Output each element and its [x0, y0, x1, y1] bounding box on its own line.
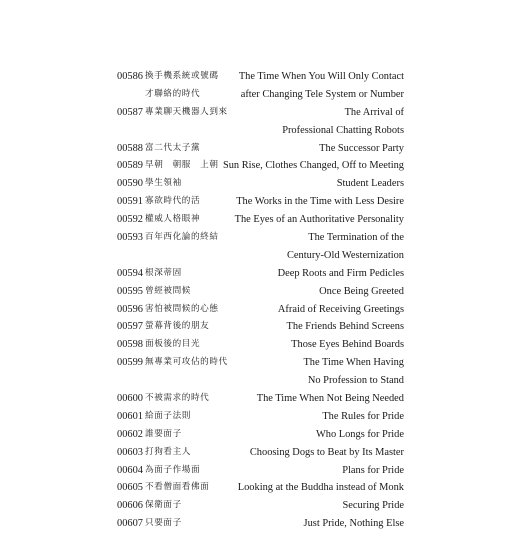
- entry-number: 00600: [117, 393, 143, 405]
- entry-line: [117, 86, 404, 104]
- chinese-title: 不被需求的時代: [145, 393, 210, 404]
- chinese-title: 面板後的目光: [145, 339, 201, 350]
- entry-line: [117, 372, 404, 390]
- glossary-entry: [117, 390, 404, 408]
- entry-number: 00607: [117, 518, 143, 530]
- entry-line: [117, 265, 404, 283]
- glossary-list: [117, 68, 404, 533]
- chinese-title: 百年西化論的終結: [145, 232, 219, 243]
- entry-line: [117, 140, 404, 158]
- entry-number: 00597: [117, 321, 143, 333]
- entry-line: [117, 283, 404, 301]
- glossary-entry: [117, 104, 404, 140]
- entry-number: 00604: [117, 464, 143, 476]
- chinese-title: 權威人格眼神: [145, 214, 201, 225]
- entry-line: [117, 157, 404, 175]
- entry-line: [117, 68, 404, 86]
- entry-number: 00602: [117, 428, 143, 440]
- chinese-title: 給面子法則: [145, 410, 191, 421]
- glossary-entry: [117, 444, 404, 462]
- glossary-entry: [117, 157, 404, 175]
- english-title: The Rules for Pride: [322, 410, 404, 422]
- chinese-title: 不看僧面看佛面: [145, 482, 210, 493]
- glossary-entry: [117, 354, 404, 390]
- glossary-entry: [117, 408, 404, 426]
- entry-number: 00598: [117, 339, 143, 351]
- english-title: The Eyes of an Authoritative Personality: [234, 214, 404, 226]
- english-title: after Changing Tele System or Number: [240, 88, 404, 100]
- entry-number: 00589: [117, 160, 143, 172]
- chinese-title: 只要面子: [145, 518, 182, 529]
- chinese-title: 螢幕背後的朋友: [145, 321, 210, 332]
- english-title: Plans for Pride: [342, 464, 404, 476]
- glossary-entry: [117, 211, 404, 229]
- chinese-title: 打狗看主人: [145, 446, 191, 457]
- entry-number: 00593: [117, 232, 143, 244]
- glossary-entry: [117, 336, 404, 354]
- english-title: Securing Pride: [342, 500, 404, 512]
- entry-number: 00599: [117, 357, 143, 369]
- english-title: The Friends Behind Screens: [286, 321, 404, 333]
- entry-line: [117, 497, 404, 515]
- english-title: Sun Rise, Clothes Changed, Off to Meeting: [222, 160, 404, 172]
- entry-number: 00594: [117, 267, 143, 279]
- english-title: The Time When You Will Only Contact: [238, 71, 404, 82]
- entry-number: 00596: [117, 303, 143, 315]
- entry-line: [117, 408, 404, 426]
- glossary-entry: [117, 497, 404, 515]
- glossary-entry: [117, 193, 404, 211]
- entry-line: [117, 318, 404, 336]
- glossary-entry: [117, 318, 404, 336]
- english-title: The Time When Having: [303, 357, 404, 369]
- entry-line: [117, 336, 404, 354]
- english-title: No Profession to Stand: [307, 375, 404, 387]
- entry-number: 00601: [117, 410, 143, 422]
- english-title: Afraid of Receiving Greetings: [277, 303, 404, 315]
- english-title: Looking at the Buddha instead of Monk: [237, 482, 404, 494]
- entry-line: [117, 229, 404, 247]
- entry-line: [117, 247, 404, 265]
- entry-number: 00606: [117, 500, 143, 512]
- english-title: Once Being Greeted: [319, 285, 404, 297]
- english-title: Just Pride, Nothing Else: [303, 518, 404, 530]
- chinese-title: 害怕被問候的心態: [145, 303, 219, 314]
- entry-line: [117, 301, 404, 319]
- glossary-entry: [117, 426, 404, 444]
- entry-number: 00595: [117, 285, 143, 297]
- entry-line: [117, 104, 404, 122]
- english-title: The Successor Party: [319, 142, 404, 154]
- chinese-title: 為面子作場面: [145, 464, 201, 475]
- entry-number: 00588: [117, 142, 143, 154]
- chinese-title: 富二代太子黨: [145, 142, 201, 153]
- entry-line: [117, 479, 404, 497]
- chinese-title: 無專業可攻佔的時代: [145, 357, 228, 368]
- glossary-entry: [117, 265, 404, 283]
- entry-line: [117, 122, 404, 140]
- entry-number: 00586: [117, 71, 143, 82]
- chinese-title: 專業聊天機器人到來: [145, 106, 228, 117]
- chinese-title: 誰要面子: [145, 428, 182, 439]
- glossary-entry: [117, 140, 404, 158]
- entry-number: 00591: [117, 196, 143, 208]
- glossary-entry: [117, 175, 404, 193]
- english-title: The Arrival of: [344, 106, 404, 118]
- glossary-entry: [117, 515, 404, 533]
- english-title: Deep Roots and Firm Pedicles: [277, 267, 404, 279]
- entry-line: [117, 444, 404, 462]
- english-title: The Termination of the: [308, 232, 404, 244]
- chinese-title: 根深蒂固: [145, 267, 182, 278]
- glossary-entry: [117, 301, 404, 319]
- english-title: Century-Old Westernization: [287, 249, 404, 261]
- entry-number: 00603: [117, 446, 143, 458]
- entry-number: 00590: [117, 178, 143, 190]
- glossary-entry: [117, 479, 404, 497]
- glossary-entry: [117, 68, 404, 104]
- entry-line: [117, 175, 404, 193]
- chinese-title: 早朝 朝服 上朝: [145, 160, 219, 171]
- chinese-title: 學生領袖: [145, 178, 182, 189]
- english-title: The Works in the Time with Less Desire: [236, 196, 404, 208]
- english-title: Professional Chatting Robots: [282, 124, 404, 136]
- entry-number: 00587: [117, 106, 143, 118]
- glossary-entry: [117, 283, 404, 301]
- chinese-title: 才聯絡的時代: [145, 88, 201, 99]
- entry-line: [117, 515, 404, 533]
- english-title: Choosing Dogs to Beat by Its Master: [249, 446, 404, 458]
- english-title: The Time When Not Being Needed: [256, 393, 404, 405]
- entry-line: [117, 211, 404, 229]
- english-title: Who Longs for Pride: [315, 428, 404, 440]
- entry-line: [117, 390, 404, 408]
- chinese-title: 曾經被問候: [145, 285, 191, 296]
- chinese-title: 寡欲時代的活: [145, 196, 201, 207]
- entry-number: 00605: [117, 482, 143, 494]
- english-title: Student Leaders: [336, 178, 404, 190]
- chinese-title: 保衛面子: [145, 500, 182, 511]
- entry-line: [117, 426, 404, 444]
- chinese-title: 換手機系統或號碼: [145, 71, 219, 81]
- glossary-entry: [117, 462, 404, 480]
- entry-line: [117, 462, 404, 480]
- entry-line: [117, 354, 404, 372]
- glossary-entry: [117, 229, 404, 265]
- entry-line: [117, 193, 404, 211]
- english-title: Those Eyes Behind Boards: [291, 339, 404, 351]
- entry-number: 00592: [117, 214, 143, 226]
